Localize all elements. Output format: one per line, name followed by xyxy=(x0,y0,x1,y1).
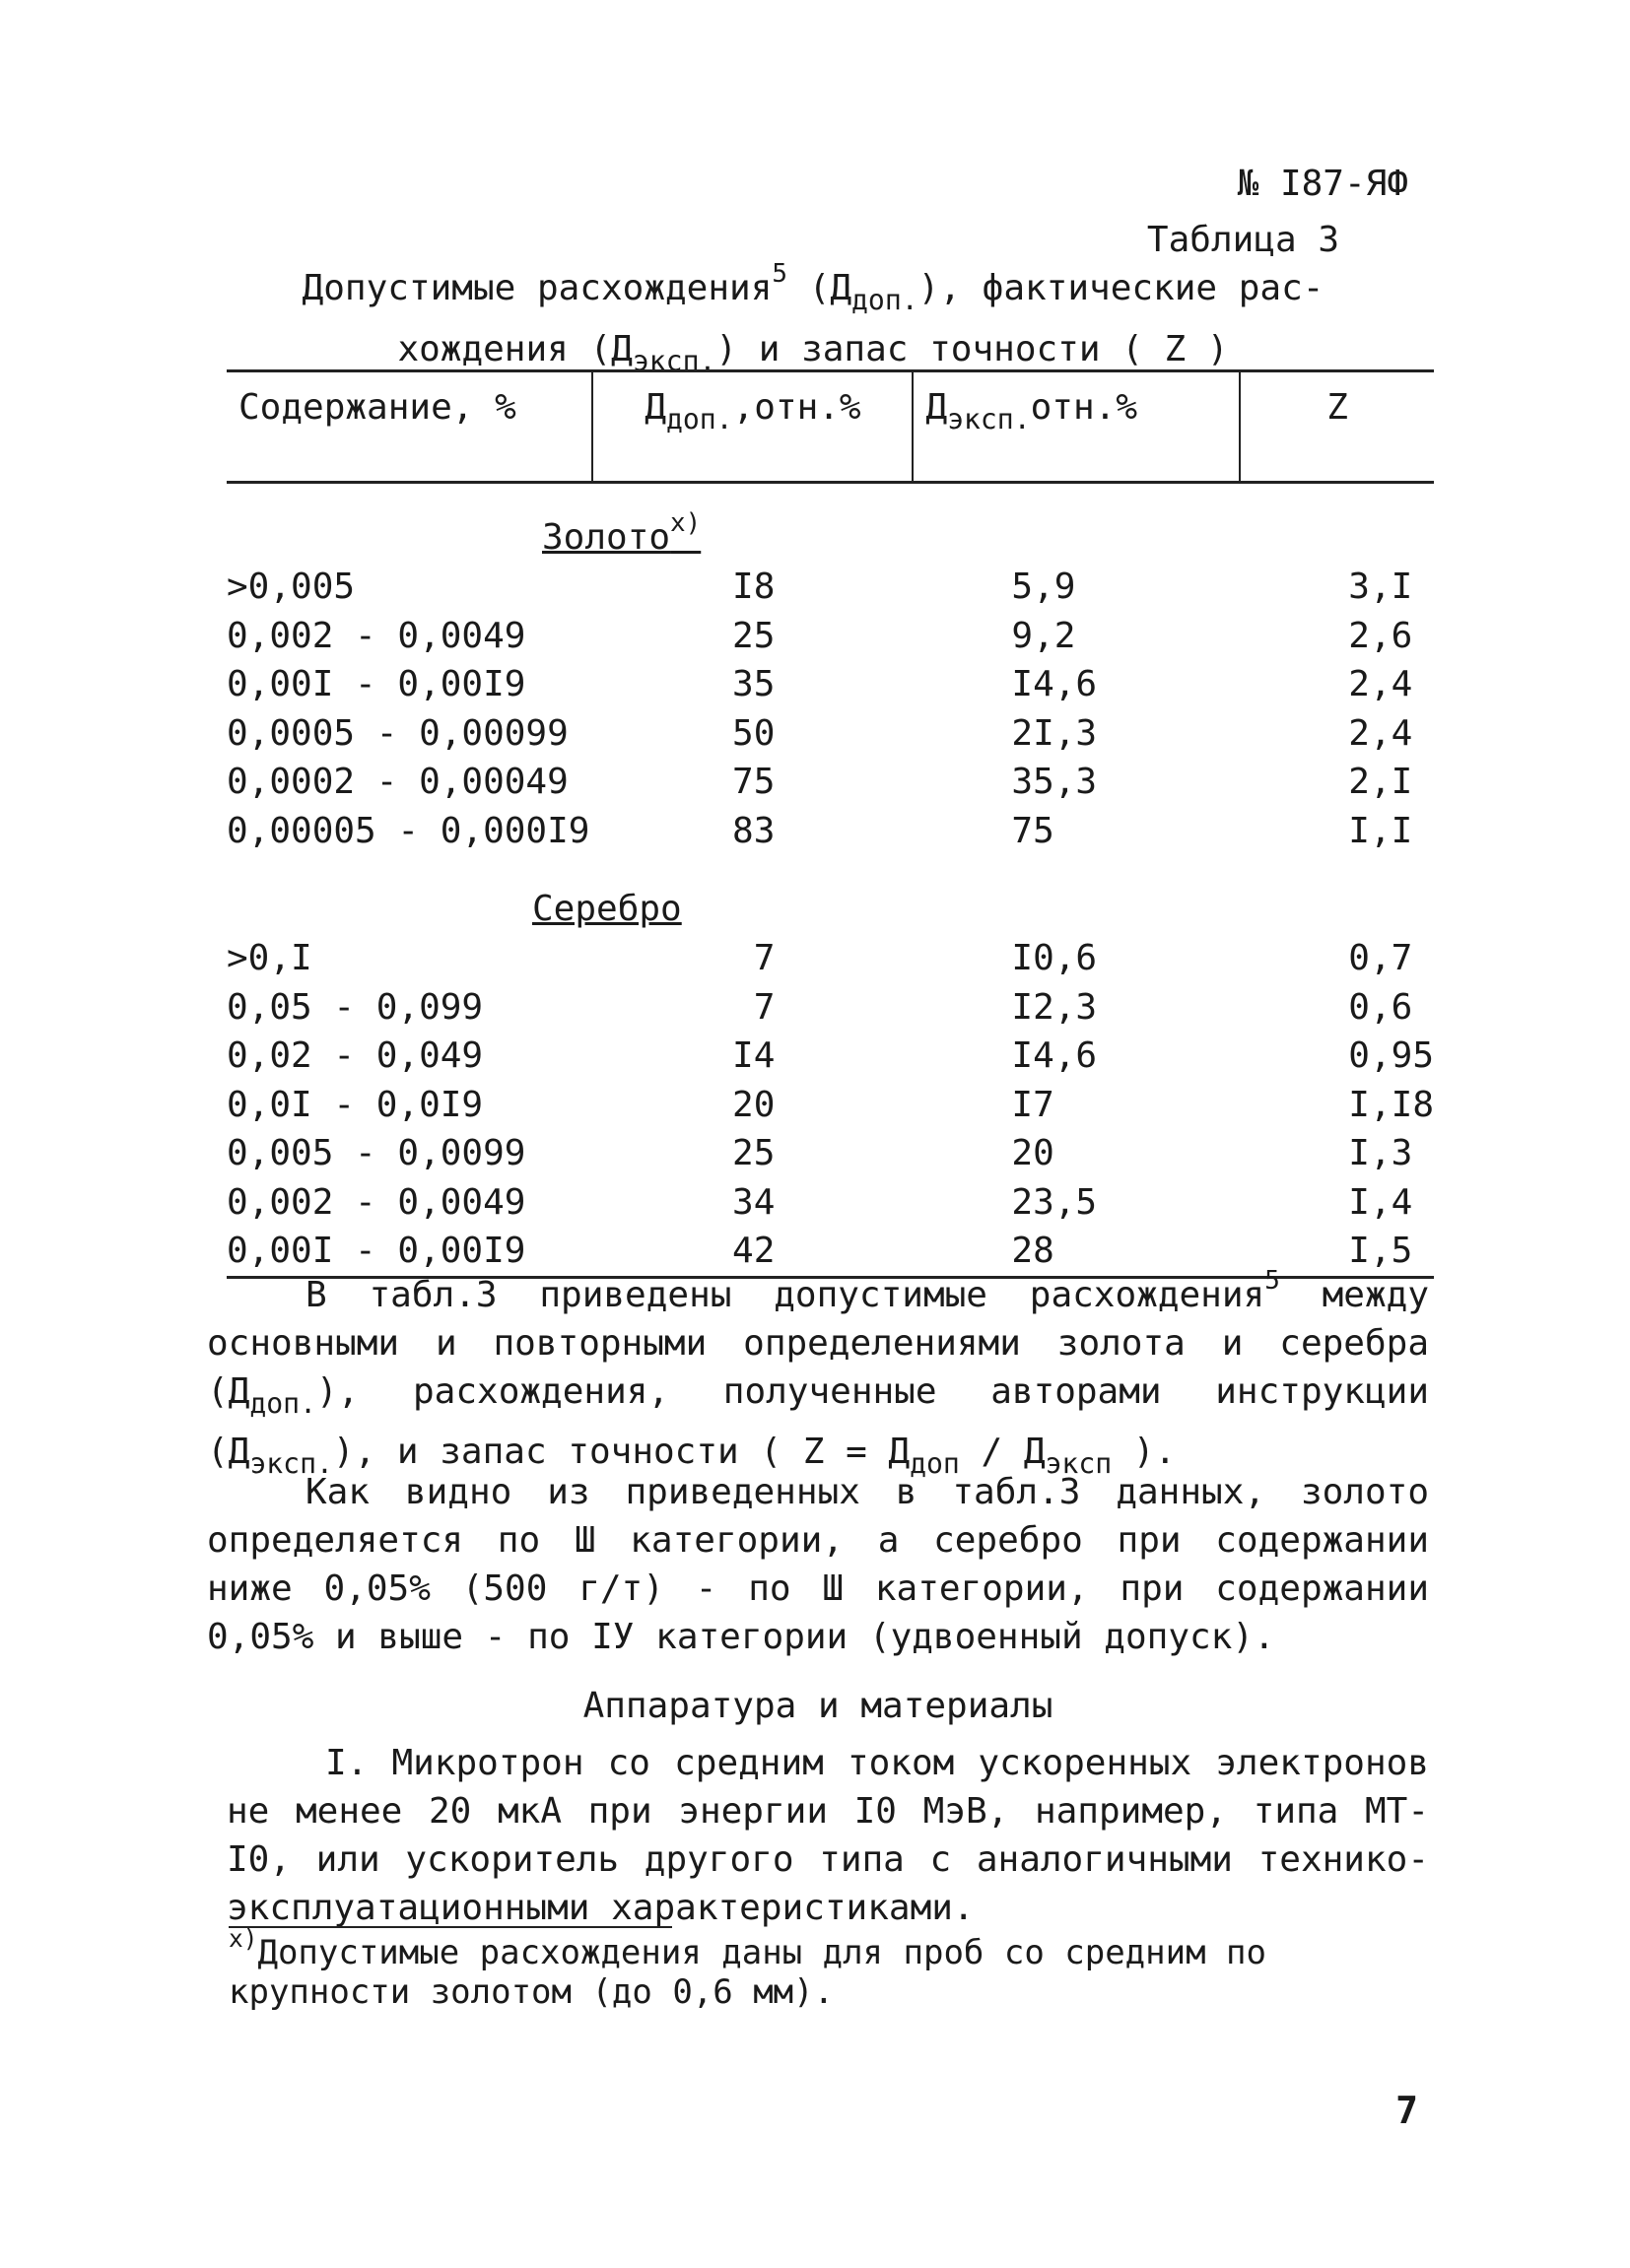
header-text: Д xyxy=(925,387,948,428)
footnote: $^{x)}$Допустимые расхождения даны для проб со средним по крупности золотом (до 0,6 мм). xyxy=(229,1923,1266,2012)
cell-d-allowed: 75 xyxy=(732,762,776,803)
section-heading: Аппаратура и материалы xyxy=(582,1686,1053,1726)
cell-content: 0,00I - 0,00I9 xyxy=(227,664,526,705)
cell-d-experimental: I2,3 xyxy=(1011,986,1098,1028)
caption-text: (Д xyxy=(786,268,852,308)
table-row xyxy=(227,758,1434,807)
section-label: Золото$^{x)}$ xyxy=(542,507,702,558)
cell-z: 2,6 xyxy=(1348,615,1413,656)
cell-content: >0,I xyxy=(227,938,312,979)
cell-d-experimental: 20 xyxy=(1011,1133,1054,1174)
caption-text: Допустимые расхождения xyxy=(302,268,773,308)
cell-z: 2,4 xyxy=(1348,712,1413,754)
cell-content: 0,05 - 0,099 xyxy=(227,986,484,1028)
table-row xyxy=(227,612,1434,661)
section-header-silver xyxy=(227,855,1434,934)
cell-content: 0,002 - 0,0049 xyxy=(227,615,526,656)
table-body xyxy=(227,483,1434,1278)
header-text: Д xyxy=(645,387,666,428)
cell-d-allowed: 83 xyxy=(732,810,776,851)
cell-d-experimental: 35,3 xyxy=(1011,762,1098,803)
cell-content: 0,002 - 0,0049 xyxy=(227,1181,526,1223)
cell-d-experimental: 28 xyxy=(1011,1231,1054,1272)
cell-d-allowed: 25 xyxy=(732,1133,776,1174)
table-caption xyxy=(207,258,1419,386)
tolerance-table xyxy=(227,369,1434,1279)
header-d-allowed xyxy=(592,371,913,483)
caption-text: ) и запас точности ( Z ) xyxy=(715,328,1229,369)
caption-subscript: доп. xyxy=(851,283,918,316)
cell-d-experimental: 5,9 xyxy=(1011,567,1076,608)
paragraph-3: I. Микротрон со средним током ускоренных электронов не менее 20 мкА при энергии I0 МэВ, например, типа МТ-I0, или ускоритель другого типа с аналогичными технико-эксплуатационными характеристиками. xyxy=(227,1743,1429,1928)
table-row xyxy=(227,934,1434,983)
cell-d-experimental: I4,6 xyxy=(1011,664,1098,705)
cell-z: 0,6 xyxy=(1348,986,1413,1028)
cell-content: 0,0005 - 0,00099 xyxy=(227,712,569,754)
cell-d-allowed: 50 xyxy=(732,712,776,754)
cell-content: 0,02 - 0,049 xyxy=(227,1035,484,1077)
page-number: 7 xyxy=(1395,2089,1418,2132)
cell-d-allowed: 25 xyxy=(732,615,776,656)
table-row xyxy=(227,983,1434,1033)
cell-content: >0,005 xyxy=(227,567,356,608)
table-row xyxy=(227,709,1434,759)
cell-d-allowed: 35 xyxy=(732,664,776,705)
cell-d-allowed: I8 xyxy=(732,567,776,608)
table-row xyxy=(227,1227,1434,1277)
cell-z: I,5 xyxy=(1348,1231,1413,1272)
cell-z: 0,7 xyxy=(1348,938,1413,979)
caption-footnote-ref: 5 xyxy=(772,258,787,289)
caption-subscript: эксп. xyxy=(632,344,716,377)
table-row xyxy=(227,660,1434,709)
cell-d-experimental: 9,2 xyxy=(1011,615,1076,656)
header-content: Содержание, % xyxy=(238,387,516,428)
cell-d-allowed: 7 xyxy=(753,938,776,979)
caption-text: ), фактические рас- xyxy=(917,268,1324,308)
cell-z: 0,95 xyxy=(1348,1035,1434,1077)
document-number: № I87-ЯФ xyxy=(1237,164,1408,204)
cell-d-allowed: 7 xyxy=(753,986,776,1028)
paragraph-1: В табл.3 приведены допустимые расхождения$^5$ между основными и повторными определениями золота и серебра $(Д_{доп.})$, расхождения, полученные авторами инструкции $(Д_{эксп.})$, и запас точности ( $Z = Д_{доп} / Д_{эксп}$ ). xyxy=(207,1265,1429,1480)
cell-d-allowed: 42 xyxy=(732,1231,776,1272)
table-row xyxy=(227,807,1434,856)
cell-content: 0,00I - 0,00I9 xyxy=(227,1231,526,1272)
table-row xyxy=(227,563,1434,612)
cell-z: I,3 xyxy=(1348,1133,1413,1174)
header-subscript: эксп. xyxy=(947,402,1031,435)
cell-d-experimental: I7 xyxy=(1011,1084,1054,1125)
table-row xyxy=(227,1081,1434,1130)
cell-z: I,I xyxy=(1348,810,1413,851)
cell-d-experimental: 23,5 xyxy=(1011,1181,1098,1223)
table-row xyxy=(227,1032,1434,1081)
cell-d-experimental: 75 xyxy=(1011,810,1054,851)
cell-content: 0,0I - 0,0I9 xyxy=(227,1084,484,1125)
paragraph-2: Как видно из приведенных в табл.3 данных, золото определяется по Ш категории, а серебро при содержании ниже 0,05% (500 г/т) - по Ш категории, при содержании 0,05% и выше - по IУ категории (удвоенный допуск). xyxy=(207,1472,1429,1657)
cell-content: 0,00005 - 0,000I9 xyxy=(227,810,590,851)
table-row xyxy=(227,1129,1434,1178)
cell-content: 0,0002 - 0,00049 xyxy=(227,762,569,803)
cell-d-allowed: I4 xyxy=(732,1035,776,1077)
cell-d-allowed: 34 xyxy=(732,1181,776,1223)
cell-z: 2,I xyxy=(1348,762,1413,803)
cell-z: I,I8 xyxy=(1348,1084,1434,1125)
header-text: ,отн.% xyxy=(732,387,861,428)
cell-z: 3,I xyxy=(1348,567,1413,608)
cell-d-experimental: I4,6 xyxy=(1011,1035,1098,1077)
header-text: отн.% xyxy=(1030,387,1137,428)
cell-z: 2,4 xyxy=(1348,664,1413,705)
table-row xyxy=(227,1178,1434,1228)
header-z: Z xyxy=(1240,371,1434,483)
cell-d-allowed: 20 xyxy=(732,1084,776,1125)
cell-d-experimental: I0,6 xyxy=(1011,938,1098,979)
table-label: Таблица 3 xyxy=(1146,220,1339,260)
header-subscript: доп. xyxy=(665,402,733,435)
section-label: Серебро xyxy=(532,888,682,929)
cell-content: 0,005 - 0,0099 xyxy=(227,1133,526,1174)
footnote-divider xyxy=(229,1926,672,1928)
caption-text: хождения (Д xyxy=(397,328,633,369)
table-header-row xyxy=(227,371,1434,483)
header-d-experimental xyxy=(913,371,1240,483)
cell-d-experimental: 2I,3 xyxy=(1011,712,1098,754)
section-header-gold xyxy=(227,483,1434,564)
cell-z: I,4 xyxy=(1348,1181,1413,1223)
